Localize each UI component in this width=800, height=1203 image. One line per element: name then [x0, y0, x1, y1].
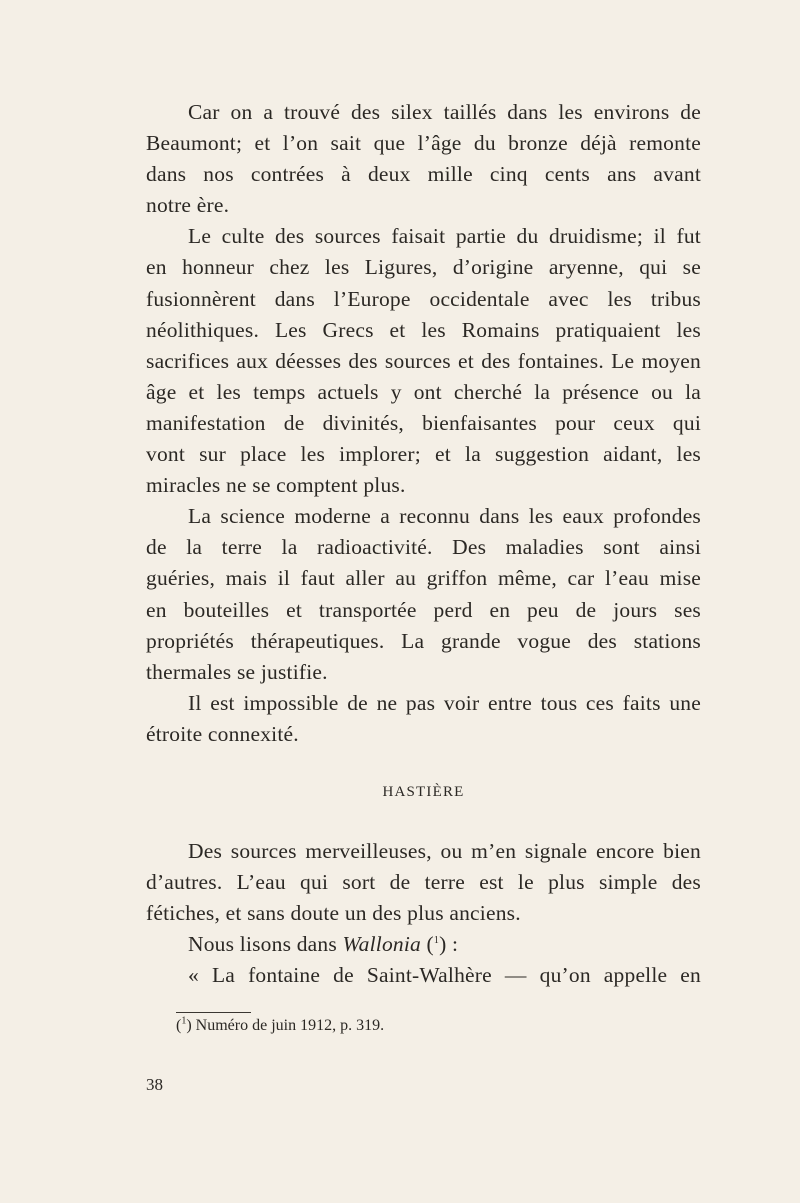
citation-prefix: Nous lisons dans [188, 932, 343, 957]
text-line: Il est impossible de ne pas voir entre tous ces faits une [188, 690, 701, 715]
text-line: néolithiques. Les Grecs et les Romains pratiquaient les [146, 317, 701, 342]
text-line: étroite connexité. [146, 721, 299, 746]
page-number: 38 [146, 1075, 163, 1094]
text-line: sacrifices aux déesses des sources et des fontaines. Le moyen [146, 348, 701, 373]
quote-line: « La fontaine de Saint-Walhère — qu’on appelle en [188, 963, 701, 988]
footnote-divider [176, 1012, 251, 1013]
text-line: Le culte des sources faisait partie du druidisme; il fut [188, 224, 701, 249]
citation-line [146, 929, 701, 960]
text-line: en honneur chez les Ligures, d’origine aryenne, qui se [146, 255, 701, 280]
text-line: fusionnèrent dans l’Europe occidentale avec les tribus [146, 286, 701, 311]
text-line: propriétés thérapeutiques. La grande vogue des stations [146, 628, 701, 653]
footnote-text: Numéro de juin 1912, p. 319. [191, 1017, 385, 1034]
text-line: notre ère. [146, 193, 230, 218]
text-line: en bouteilles et transportée perd en peu de jours ses [146, 597, 701, 622]
text-line: âge et les temps actuels y ont cherché la présence ou la [146, 379, 701, 404]
footnote-mark: 1 [181, 1015, 187, 1027]
text-line: d’autres. L’eau qui sort de terre est le plus simple des [146, 870, 701, 895]
text-line: guéries, mais il faut aller au griffon même, car l’eau mise [146, 566, 701, 591]
text-line: Des sources merveilleuses, ou m’en signale encore bien [188, 839, 701, 863]
main-text-block [146, 97, 701, 750]
note-open: ( [420, 932, 434, 957]
footnote: ($^1$) Numéro de juin 1912, p. 319. [176, 1015, 385, 1034]
text-line: de la terre la radioactivité. Des maladies sont ainsi [146, 535, 701, 560]
text-line: dans nos contrées à deux mille cinq cents ans avant [146, 162, 701, 187]
text-line: manifestation de divinités, bienfaisantes pour ceux qui [146, 410, 701, 435]
section-heading: HASTIÈRE [382, 784, 465, 800]
text-line: Car on a trouvé des silex taillés dans les environs de [188, 100, 701, 124]
text-line: Beaumont; et l’on sait que l’âge du bronze déjà remonte [146, 131, 701, 156]
text-line: La science moderne a reconnu dans les eaux profondes [188, 504, 701, 529]
second-text-block [146, 836, 701, 991]
text-line: thermales se justifie. [146, 659, 328, 684]
text-line: vont sur place les implorer; et la suggestion aidant, les [146, 442, 701, 467]
text-line: fétiches, et sans doute un des plus anciens. [146, 901, 521, 926]
note-close: ) : [439, 932, 459, 957]
text-line: miracles ne se comptent plus. [146, 473, 406, 498]
footnote-reference: 1 [433, 935, 440, 947]
journal-title: Wallonia [342, 932, 421, 957]
